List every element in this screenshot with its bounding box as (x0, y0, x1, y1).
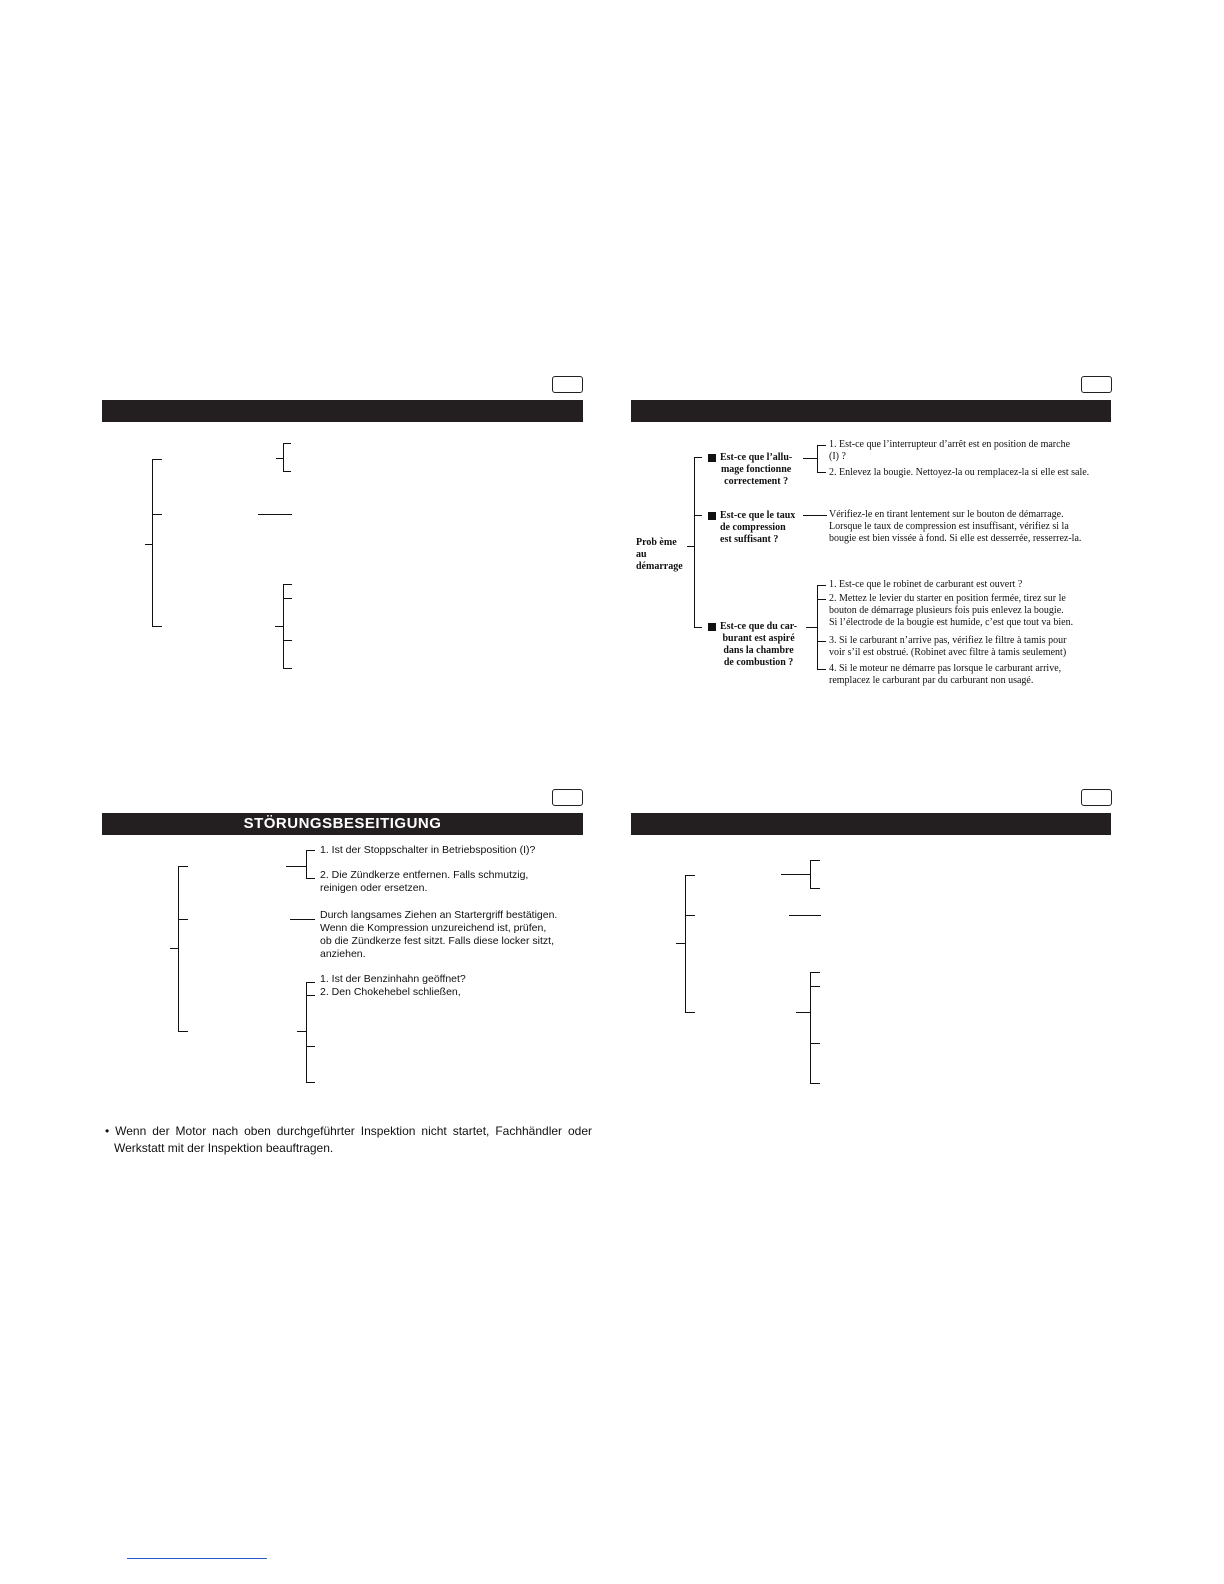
tree-branch (178, 919, 188, 920)
tree-branch (178, 866, 188, 867)
tree-tick (817, 585, 826, 586)
section-title-bar (631, 400, 1111, 422)
tree-tick (283, 668, 292, 669)
tree-branch (152, 459, 162, 460)
tree-tick (810, 888, 820, 889)
tree-branch (178, 1031, 188, 1032)
tree-tick (810, 972, 820, 973)
tree-bracket (283, 584, 284, 669)
answer-fuel-2: 2. Mettez le levier du starter en position fermée, tirez sur le bouton de démarrage plusieurs fois puis enlevez la bougie. Si l’électrode de la bougie est humide, c’est que tout va bien. (829, 593, 1074, 628)
tree-trunk (152, 459, 153, 627)
tree-connector (676, 943, 685, 944)
tree-tick (817, 472, 826, 473)
tree-bracket (283, 443, 284, 472)
tree-branch (685, 875, 695, 876)
tree-branch (685, 1012, 695, 1013)
answer-fuel-3: 3. Si le carburant n’arrive pas, vérifiez le filtre à tamis pour voir s’il est obstrué. (Robinet avec filtre à tamis seulement) (829, 635, 1067, 658)
tree-tick (810, 986, 820, 987)
answer-fuel-4: 4. Si le moteur ne démarre pas lorsque le carburant arrive, remplacez le carburant par du carburant non usagé. (829, 663, 1062, 686)
tree-tick (817, 599, 826, 600)
tree-bracket (306, 850, 307, 879)
root-problem-label: Prob ème au démarrage (636, 537, 683, 572)
tree-tick (283, 584, 292, 585)
section-title-bar: STÖRUNGSBESEITIGUNG (102, 813, 583, 835)
answer-fuel-tap: 1. Ist der Benzinhahn geöffnet? (320, 973, 466, 985)
tree-tick (283, 443, 291, 444)
tree-connector (806, 627, 817, 628)
answer-stop-switch: 1. Ist der Stoppschalter in Betriebsposition (I)? (320, 844, 536, 856)
bullet-square-icon (708, 454, 716, 462)
tree-connector (290, 919, 315, 920)
section-title-bar (102, 400, 583, 422)
tree-connector (286, 866, 306, 867)
page-language-tag (552, 789, 583, 806)
tree-branch (152, 626, 162, 627)
tree-branch (694, 627, 702, 628)
answer-compression: Vérifiez-le en tirant lentement sur le bouton de démarrage. Lorsque le taux de compression est insuffisant, vérifiez si la bougie est bien vissée à fond. Si elle est desserrée, resserrez-la. (829, 509, 1082, 544)
tree-bracket (306, 982, 307, 1083)
tree-connector (275, 626, 283, 627)
tree-connector (170, 948, 178, 949)
tree-tick (306, 982, 315, 983)
tree-connector (803, 515, 827, 516)
tree-tick (810, 1043, 820, 1044)
tree-bracket (817, 445, 818, 473)
answer-ignition-1: 1. Est-ce que l’interrupteur d’arrêt est en position de marche (I) ? (829, 439, 1071, 462)
tree-tick (810, 1083, 820, 1084)
answer-compression: Durch langsames Ziehen an Startergriff bestätigen. Wenn die Kompression unzureichend ist, prüfen, ob die Zündkerze fest sitzt. Falls diese locker sitzt, anziehen. (320, 909, 558, 960)
answer-spark-plug: 2. Die Zündkerze entfernen. Falls schmutzig, reinigen oder ersetzen. (320, 869, 529, 894)
tree-tick (283, 640, 292, 641)
question-text: Est-ce que le taux de compression est suffisant ? (720, 510, 796, 545)
tree-trunk (178, 866, 179, 1032)
tree-connector (258, 514, 292, 515)
tree-tick (817, 445, 826, 446)
tree-tick (817, 669, 826, 670)
tree-tick (306, 878, 315, 879)
tree-branch (685, 915, 695, 916)
tree-branch (694, 457, 702, 458)
tree-bracket (810, 860, 811, 889)
tree-tick (306, 995, 315, 996)
tree-tick (283, 598, 292, 599)
tree-tick (306, 850, 315, 851)
tree-tick (306, 1046, 315, 1047)
answer-fuel-1: 1. Est-ce que le robinet de carburant est ouvert ? (829, 579, 1023, 590)
tree-tick (283, 471, 291, 472)
tree-trunk (685, 875, 686, 1013)
tree-bracket (817, 585, 818, 670)
tree-connector (276, 458, 283, 459)
tree-connector (796, 1012, 810, 1013)
answer-choke: 2. Den Chokehebel schließen, (320, 986, 461, 998)
tree-tick (817, 641, 826, 642)
tree-connector (687, 546, 694, 547)
page-language-tag (1081, 376, 1112, 393)
footer-link-underline (127, 1558, 267, 1559)
page-language-tag (552, 376, 583, 393)
tree-connector (781, 874, 810, 875)
tree-branch (152, 514, 162, 515)
page-language-tag (1081, 789, 1112, 806)
question-text: Est-ce que du car- burant est aspiré dans la chambre de combustion ? (720, 621, 798, 668)
section-title-bar (631, 813, 1111, 835)
tree-branch (694, 515, 702, 516)
tree-connector (789, 915, 821, 916)
tree-tick (810, 860, 820, 861)
tree-bracket (810, 972, 811, 1084)
tree-trunk (694, 457, 695, 628)
tree-tick (306, 1082, 315, 1083)
bullet-square-icon (708, 512, 716, 520)
tree-connector (297, 1031, 306, 1032)
bullet-square-icon (708, 623, 716, 631)
answer-ignition-2: 2. Enlevez la bougie. Nettoyez-la ou remplacez-la si elle est sale. (829, 467, 1090, 478)
question-text: Est-ce que l’allu- mage fonctionne correctement ? (720, 452, 793, 487)
tree-connector (803, 458, 817, 459)
inspection-note: • Wenn der Motor nach oben durchgeführter Inspektion nicht startet, Fachhändler oder Werkstatt mit der Inspektion beauftragen. (105, 1124, 592, 1155)
